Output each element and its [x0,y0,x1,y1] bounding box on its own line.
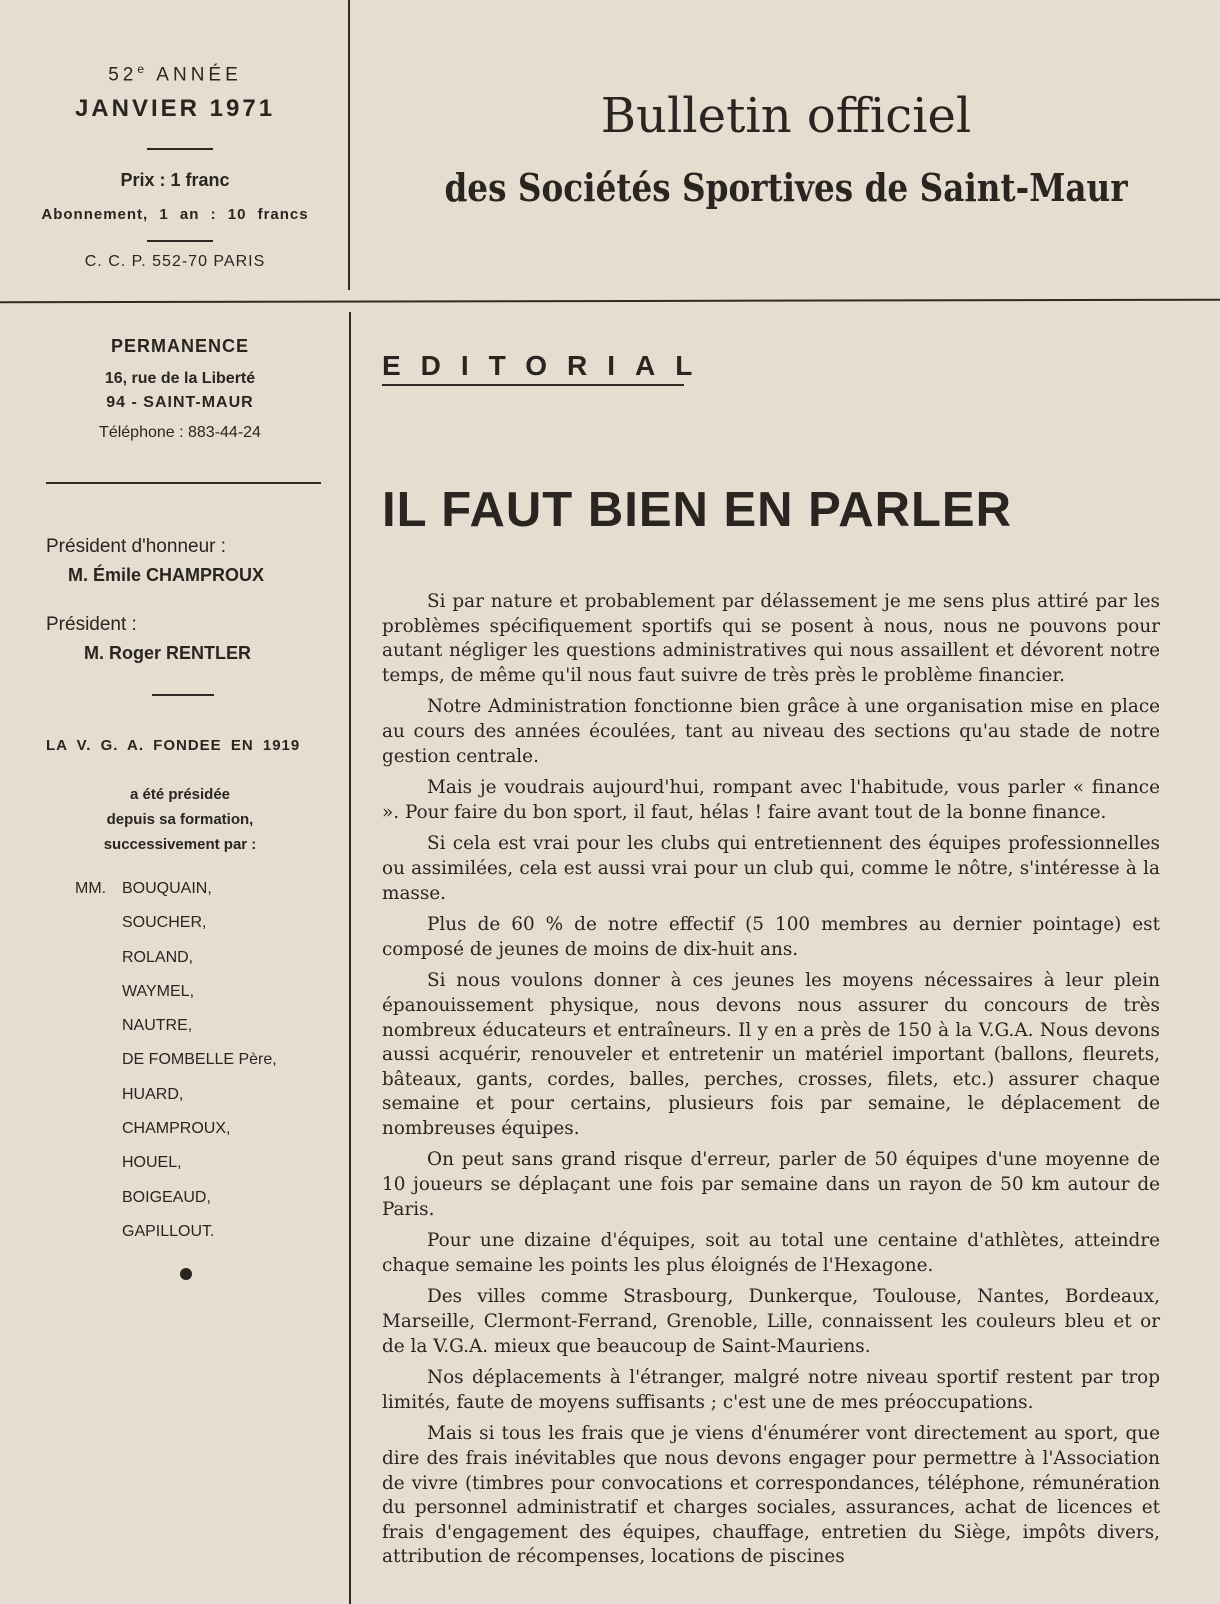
honorary-president-name: M. Émile CHAMPROUX [68,565,265,585]
paragraph: Si par nature et probablement par délassement je me sens plus attiré par les problèmes spécifiquement sportifs qui se posent à nous, nous ne pouvons pour autant négliger les questions administratives qui nous assaillent et dévorent notre temps, de même qu'il nous faut suivre de très près le problème financier. [382,591,1160,686]
edition-suffix: e [137,62,149,76]
presided-line-1: a été présidée [129,786,231,803]
paragraph: Plus de 60 % de notre effectif (5 100 membres au dernier pointage) est composé de jeunes de moins de dix-huit ans. [382,914,1160,960]
past-president: BOIGEAUD, [122,1188,211,1206]
paragraph: Pour une dizaine d'équipes, soit au total une centaine d'athlètes, atteindre chaque semaine les points les plus éloignés de l'Hexagone. [382,1230,1160,1276]
section-heading: EDITORIAL [382,350,684,386]
past-president: WAYMEL, [122,982,195,1000]
permanence-title: PERMANENCE [110,336,249,356]
edition-year [0,62,350,86]
address-line-1: 16, rue de la Liberté [104,370,256,387]
paragraph: Des villes comme Strasbourg, Dunkerque, Toulouse, Nantes, Bordeaux, Marseille, Clermont-Ferrand, Grenoble, Lille, connaissent les couleurs bleu et or de la V.G.A. mieux que beaucoup de Saint-Mauriens. [382,1286,1160,1357]
past-president: ROLAND, [122,948,194,966]
presided-line-3: successivement par : [103,836,257,853]
paragraph: Si cela est vrai pour les clubs qui entretiennent des équipes professionnelles ou assimilées, cela est aussi vrai pour un club qui, comme le nôtre, s'intéresse à la masse. [382,833,1160,904]
subscription: Abonnement, 1 an : 10 francs [41,206,309,223]
sidebar-rule [46,482,321,484]
paragraph: Mais si tous les frais que je viens d'énumérer vont directement au sport, que dire des frais inévitables que nous devons engager pour permettre à l'Association de vivre (timbres pour convocations et correspondances, téléphone, rémunération du personnel administratif et charges sociales, assurances, achat de licences et frais d'engagement des équipes, chauffage, entretien du Siège, impôts divers, attribution de récompenses, locations de piscines [382,1423,1160,1568]
address-line-2: 94 - SAINT-MAUR [106,394,254,411]
bulletin-subtitle: des Sociétés Sportives de Saint-Maur [444,165,1128,210]
bulletin-title: Bulletin officiel [600,88,972,144]
paragraph: Mais je voudrais aujourd'hui, rompant avec l'habitude, vous parler « finance ». Pour faire du bon sport, il faut, hélas ! faire avant tout de la bonne finance. [382,777,1160,823]
past-president: BOUQUAIN, [122,880,212,897]
past-president: CHAMPROUX, [122,1120,231,1138]
paragraph: Si nous voulons donner à ces jeunes les moyens nécessaires à leur plein épanouissement physique, nous devons nous assurer du concours de très nombreux éducateurs et entraîneurs. Il y en a près de 150 à la V.G.A. Nous devons aussi acquérir, renouveler et entretenir un matériel important (ballons, fleurets, bâteaux, gants, cordes, balles, perches, crosses, filets, etc.) assurer chaque semaine et pour certains, plusieurs fois par semaine, le déplacement de nombreuses équipes. [382,970,1160,1139]
past-president: DE FOMBELLE Père, [122,1051,277,1069]
header-rule-2 [147,240,213,242]
column-divider [349,312,351,1604]
president-label: Président : [46,614,137,635]
past-presidents-list [122,880,277,1257]
masthead-divider [348,0,350,290]
phone-number: Téléphone : 883-44-24 [99,424,261,441]
paragraph: Notre Administration fonctionne bien grâce à une organisation mise en place au cours des années écoulées, tant au niveau des sections qu'au stade de notre gestion centrale. [382,696,1160,767]
mm-prefix: MM. [75,880,107,897]
past-president: SOUCHER, [122,914,207,932]
price: Prix : 1 franc [120,170,230,190]
article-body [382,590,1160,1577]
past-president: GAPILLOUT. [122,1222,215,1240]
vga-founded: LA V. G. A. FONDEE EN 1919 [46,737,301,754]
past-president: HOUEL, [122,1154,182,1172]
ccp-number: C. C. P. 552-70 PARIS [84,253,266,270]
presided-line-2: depuis sa formation, [106,811,254,828]
masthead-bottom-rule [0,299,1220,304]
past-president: NAUTRE, [122,1017,193,1035]
bullet-dot-icon [180,1268,192,1280]
past-president: HUARD, [122,1085,184,1103]
paragraph: On peut sans grand risque d'erreur, parler de 50 équipes d'une moyenne de 10 joueurs se déplaçant une fois par semaine dans un rayon de 50 km autour de Paris. [382,1149,1160,1220]
edition-number: 52 [108,64,138,86]
presided-text [0,782,360,857]
president-name: M. Roger RENTLER [84,643,252,663]
sidebar-short-rule [152,694,214,696]
edition-word: ANNÉE [156,64,242,86]
header-rule-1 [147,148,213,150]
paragraph: Nos déplacements à l'étranger, malgré notre niveau sportif restent par trop limités, faute de moyens suffisants ; c'est une de mes préoccupations. [382,1367,1160,1413]
article-headline: IL FAUT BIEN EN PARLER [382,483,1013,537]
honorary-president-label: Président d'honneur : [46,536,227,557]
issue-date: JANVIER 1971 [74,95,276,122]
